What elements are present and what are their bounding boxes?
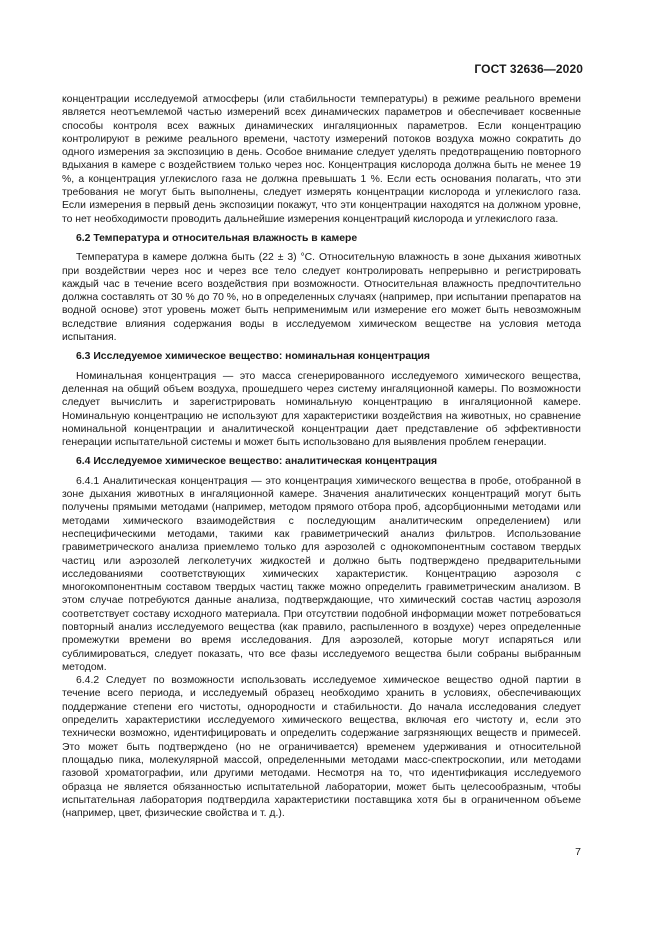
section-heading-6-2: 6.2 Температура и относительная влажность в камере [76,232,358,244]
paragraph-nominal-concentration: Номинальная концентрация — это масса сгенерированного исследуемого химического вещества, деленная на общий объем воздуха, прошедшего через систему ингаляционной камеры. По возможности следует вычислить и зарегистрировать номинальную концентрацию в ингаляционной камере. Номинальную концентрацию не используют для характеристики воздействия на животных, но сравнение номинальной концентрации и аналитической концентрации дает представление об эффективности генерации испытательной системы и может быть использовано для выявления проблем генерации. [62,370,581,449]
paragraph-oxygen-co2: концентрации исследуемой атмосферы (или стабильности температуры) в режиме реального времени является неотъемлемой частью измерений всех динамических параметров и обеспечивает косвенные способы контроля всех важных динамических ингаляционных параметров. Если концентрацию контролируют в режиме реального времени, частоту измерений потоков воздуха можно сократить до одного измерения за экспозицию в день. Особое внимание следует уделять предотвращению повторного вдыхания в камере с воздействием только через нос. Концентрация кислорода должна быть не менее 19 %, а концентрация углекислого газа не должна превышать 1 %. Если есть основания полагать, что эти требования не могут быть выполнены, следует измерять концентрации кислорода и углекислого газа. Если измерения в первый день экспозиции покажут, что эти концентрации находятся на должном уровне, то нет необходимости проводить дальнейшие измерения концентраций кислорода и углекислого газа. [62,94,581,225]
section-heading-6-4: 6.4 Исследуемое химическое вещество: аналитическая концентрация [76,456,438,468]
paragraph-6-4-2: 6.4.2 Следует по возможности использовать исследуемое химическое вещество одной партии в течение всего периода, и исследуемый образец необходимо хранить в условиях, обеспечивающих поддержание степени его чистоты, однородности и стабильности. До начала исследования следует определить характеристики исследуемого химического вещества, включая его чистоту и, если это технически возможно, идентифицировать и определить содержание загрязняющих веществ и примесей. Это может быть подтверждено (но не ограничивается) временем удерживания и относительной площадью пика, молекулярной массой, определенными методами масс-спектроскопии, или методами газовой хроматографии, или другими методами. Несмотря на то, что идентификация исследуемого образца не является обязанностью испытательной лаборатории, может быть целесообразным, чтобы испытательная лаборатория подтвердила характеристики поставщика хотя бы в ограниченном объеме (например, цвет, физические свойства и т. д.). [62,675,581,820]
page-number: 7 [575,846,581,858]
document-header: ГОСТ 32636—2020 [474,62,583,76]
paragraph-6-4-1: 6.4.1 Аналитическая концентрация — это концентрация химического вещества в пробе, отобранной в зоне дыхания животных в ингаляционной камере. Значения аналитических концентраций могут быть получены прямыми методами (например, методом прямого отбора проб, адсорбционными методами или методами химического взаимодействия с последующим аналитическим определением) или неспецифическими методами, такими как гравиметрический анализ фильтров. Использование гравиметрического анализа приемлемо только для аэрозолей с однокомпонентным составом твердых частиц или аэрозолей легколетучих жидкостей и должно быть подтверждено предварительными исследованиями соответствующих химических характеристик. Концентрацию аэрозоля с многокомпонентным составом твердых частиц также можно определить гравиметрическим анализом. В этом случае потребуются данные анализа, подтверждающие, что химический состав частиц аэрозоля соответствует составу исходного материала. При отсутствии подобной информации может потребоваться повторный анализ исследуемого вещества (как правило, распыленного в воздухе) через определенные промежутки времени во время исследования. Для аэрозолей, которые могут испаряться или сублимироваться, следует показать, что все фазы исследуемого вещества были собраны выбранным методом. [62,475,581,673]
section-heading-6-3: 6.3 Исследуемое химическое вещество: номинальная концентрация [76,351,430,363]
document-body [62,93,581,820]
paragraph-temperature-humidity: Температура в камере должна быть (22 ± 3) °С. Относительную влажность в зоне дыхания животных при воздействии через нос и через все тело следует контролировать непрерывно и регистрировать каждый час в течение всего воздействия при возможности. Относительная влажность предпочтительно должна составлять от 30 % до 70 %, но в определенных случаях (например, при испытании препаратов на водной основе) этот уровень может быть неприменимым или измерение его может быть невозможным вследствие влияния содержания воды в исследуемом химическом веществе на условия метода испытания. [62,252,581,344]
